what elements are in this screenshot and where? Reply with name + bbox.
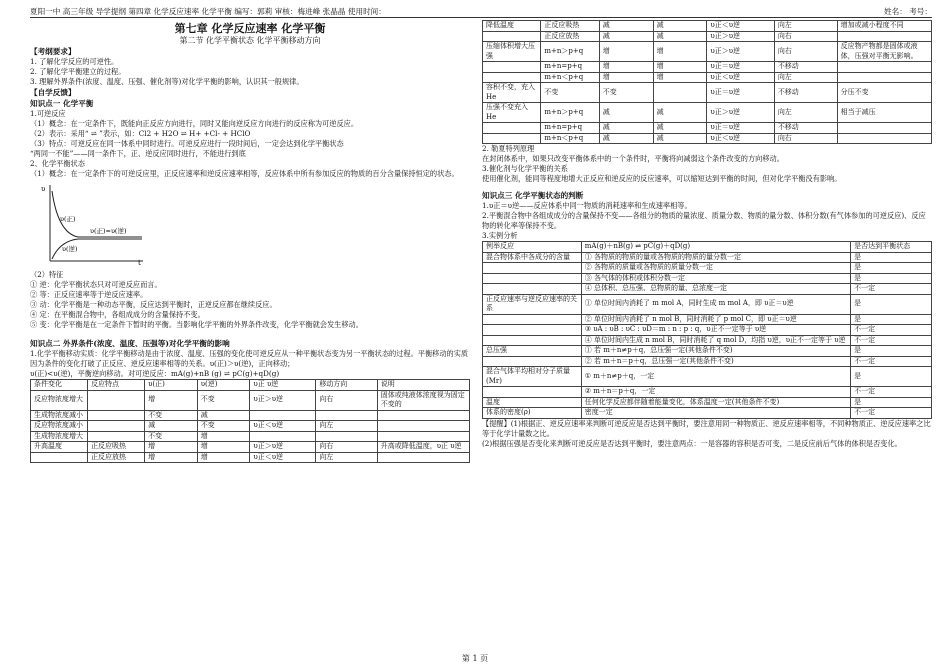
- text-line: 1.化学平衡移动实质：化学平衡移动是由于浓度、温度、压强的变化使可逆反应从一种平衡状态变为另一平衡状态的过程。平衡移动的实质因为条件的变化打破了正反应、逆反应速率相等的关系。υ(正)＞υ(逆)，正向移动；: [30, 349, 469, 368]
- feature-item: ⑤ 变：化学平衡是在一定条件下暂时的平衡。当影响化学平衡的外界条件改变，化学平衡就会发生移动。: [30, 320, 363, 329]
- table-cell: ① m＋n≠p＋q，一定: [581, 367, 850, 387]
- table-cell: [483, 325, 582, 336]
- table-cell: 向左: [774, 21, 837, 32]
- reminder-text: [482, 419, 932, 449]
- table-cell: ② 各物质的质量或各物质的质量分数一定: [581, 263, 850, 274]
- table-cell: [483, 72, 541, 83]
- text-line: 1.可逆反应: [30, 109, 66, 118]
- kaogang-item: 2. 了解化学平衡建立的过程。: [30, 67, 126, 76]
- table-cell: 混合物体系中各成分的含量: [483, 252, 582, 263]
- table-cell: 减: [599, 103, 653, 123]
- header-cell: 条件变化: [31, 380, 88, 391]
- table-cell: 生成物浓度减小: [31, 410, 88, 421]
- table-cell: 反应物浓度减小: [31, 421, 88, 432]
- text-line: （2）表示：采用“ ⇌ ”表示，如：Cl2 + H2O ⇌ H+ +Cl- + HClO: [30, 129, 251, 138]
- table-cell: υ正＜υ逆: [250, 452, 316, 463]
- table-cell: 减: [197, 410, 250, 421]
- table-cell: ④ 总体积、总压强、总物质的量、总浓度一定: [581, 284, 850, 295]
- table-cell: 增: [599, 62, 653, 73]
- table-cell: 向右: [774, 133, 837, 144]
- table-cell: 是: [851, 294, 932, 314]
- table-cell: m+n=p+q: [541, 62, 599, 73]
- table-cell: 不一定: [851, 387, 932, 398]
- table-cell: [377, 431, 469, 442]
- forward-rate-label: υ(正): [60, 215, 76, 223]
- table-cell: 是: [851, 346, 932, 357]
- feature-item: ② 等：正反应速率等于逆反应速率。: [30, 290, 148, 299]
- table-cell: 增: [145, 452, 198, 463]
- table-cell: 容积不变，充入He: [483, 83, 541, 103]
- reverse-rate-label: υ(逆): [62, 245, 78, 253]
- table-cell: 反应物浓度增大: [31, 390, 88, 410]
- table-row: [483, 408, 932, 419]
- header-left: 夏阳一中 高三年级 导学提纲 第四章 化学反应速率 化学平衡 编写：郭莉 审核：梅进峰 张晶晶 使用时间：: [30, 7, 386, 16]
- table-row: [31, 431, 470, 442]
- text-line: 2、化学平衡状态: [30, 159, 85, 168]
- table-cell: υ正＜υ逆: [250, 421, 316, 432]
- table-row: [31, 390, 470, 410]
- table-cell: [837, 123, 931, 134]
- header-cell: 移动方向: [316, 380, 377, 391]
- table-cell: 密度一定: [581, 408, 850, 419]
- table-cell: 减: [599, 31, 653, 42]
- table-cell: [483, 356, 582, 367]
- table-cell: 总压强: [483, 346, 582, 357]
- text-line: 2. 勒夏特列原理: [482, 144, 535, 153]
- table-cell: m+n＞p+q: [541, 42, 599, 62]
- table-cell: ① 单位时间内消耗了 m mol A，同时生成 m mol A，即 υ正＝υ逆: [581, 294, 850, 314]
- table-cell: 不一定: [851, 325, 932, 336]
- table-cell: υ正＝υ逆: [707, 83, 774, 103]
- table-cell: 是: [851, 273, 932, 284]
- text-line: （1）概念：在一定条件下，既能向正反应方向进行，同时又能向逆反应方向进行的反应称为可逆反应。: [30, 119, 359, 128]
- equilibrium-judgement-table: [482, 241, 932, 419]
- table-cell: υ正＝υ逆: [707, 62, 774, 73]
- knowledge-point-3-text: [482, 201, 932, 241]
- table-cell: 是: [851, 397, 932, 408]
- table-cell: 是: [851, 252, 932, 263]
- table-cell: 减: [653, 123, 707, 134]
- kaogang-item: 3. 理解外界条件(浓度、温度、压强、催化剂等)对化学平衡的影响，认识其一般规律。: [30, 77, 304, 86]
- table-row: [483, 42, 932, 62]
- table-cell: 增: [653, 62, 707, 73]
- table-row: [483, 367, 932, 387]
- table-cell: 反应物产物都是固体或液体，压强对平衡无影响。: [837, 42, 931, 62]
- table-cell: [250, 431, 316, 442]
- table-cell: [377, 410, 469, 421]
- table-cell: 增: [599, 72, 653, 83]
- table-cell: 增: [145, 442, 198, 453]
- table-cell: 向左: [774, 103, 837, 123]
- table-cell: 相当于减压: [837, 103, 931, 123]
- knowledge-point-3-heading: 知识点三 化学平衡状态的判断: [482, 191, 584, 200]
- table-row: [483, 273, 932, 284]
- table-cell: [483, 284, 582, 295]
- kaogang-list: [30, 57, 470, 87]
- kaogang-item: 1. 了解化学反应的可逆性。: [30, 57, 119, 66]
- table-cell: υ正＞υ逆: [250, 442, 316, 453]
- table-cell: 减: [145, 421, 198, 432]
- table-row: [483, 123, 932, 134]
- table-cell: 压强不变充入He: [483, 103, 541, 123]
- table-cell: 是: [851, 367, 932, 387]
- table-cell: [483, 62, 541, 73]
- table-cell: 减: [653, 103, 707, 123]
- text-line: （3）特点：可逆反应在同一体系中同时进行。可逆反应进行一段时间后，一定会达到化学平衡状态: [30, 139, 344, 148]
- table-row: [483, 397, 932, 408]
- table-cell: [88, 410, 145, 421]
- table-cell: 向右: [316, 442, 377, 453]
- header-cell: υ(正): [145, 380, 198, 391]
- table-cell: 正反应放热: [541, 31, 599, 42]
- text-line: υ(正)<υ(逆)，平衡逆向移动。对可逆反应：mA(g)+nB (g) ⇌ pC(g)+qD(g): [30, 369, 280, 378]
- table-cell: 不一定: [851, 335, 932, 346]
- table-cell: [88, 390, 145, 410]
- header-cell: 例举反应: [483, 242, 582, 253]
- table-cell: 生成物浓度增大: [31, 431, 88, 442]
- table-row: [483, 103, 932, 123]
- table-cell: 增加或减小程度不同: [837, 21, 931, 32]
- text-line: 在封闭体系中，如果只改变平衡体系中的一个条件时，平衡将向减弱这个条件改变的方向移动。: [482, 154, 784, 163]
- table-cell: [31, 452, 88, 463]
- table-row: [483, 314, 932, 325]
- table-cell: 不变: [145, 410, 198, 421]
- table-cell: υ正＜υ逆: [707, 133, 774, 144]
- section-title: 第二节 化学平衡状态 化学平衡移动方向: [179, 36, 321, 45]
- table-cell: m+n＞p+q: [541, 103, 599, 123]
- table-cell: 向左: [316, 421, 377, 432]
- table-cell: 固体或纯液体浓度视为固定不变的: [377, 390, 469, 410]
- table-cell: 向左: [316, 452, 377, 463]
- page-header: [30, 6, 932, 18]
- table-cell: 升高温度: [31, 442, 88, 453]
- table-cell: 不变: [145, 431, 198, 442]
- reminder-line: 【提醒】(1)根据正、逆反应速率来判断可逆反应是否达到平衡时，要注意用同一种物质正、逆反应速率相等，不同种物质正、逆反应速率之比等于化学计量数之比。: [482, 418, 931, 438]
- table-row: [483, 62, 932, 73]
- table-cell: 向右: [774, 42, 837, 62]
- zixue-heading: 【自学反馈】: [30, 88, 76, 97]
- table-row: [483, 284, 932, 295]
- table-header-row: [483, 242, 932, 253]
- text-line: 2.平衡混合物中各组成成分的含量保持不变——各组分的物质的量浓度、质量分数、物质的量分数、体积分数(有气体参加的可逆反应)、反应物的转化率等保持不变。: [482, 211, 926, 230]
- table-cell: υ正＞υ逆: [707, 31, 774, 42]
- table-cell: [377, 452, 469, 463]
- table-row: [483, 294, 932, 314]
- table-cell: 不移动: [774, 62, 837, 73]
- table-cell: [483, 133, 541, 144]
- features-list: [30, 270, 470, 330]
- table-cell: ② 若 m＋n＝p＋q，总压强一定(其他条件不变): [581, 356, 850, 367]
- table-cell: ③ 各气体的体积或体积分数一定: [581, 273, 850, 284]
- table-cell: [316, 431, 377, 442]
- table-cell: 不移动: [774, 83, 837, 103]
- right-column: [482, 20, 932, 449]
- graph-x-label: t: [138, 259, 141, 266]
- table-cell: m+n＜p+q: [541, 72, 599, 83]
- table-cell: 正反应吸热: [88, 442, 145, 453]
- header-cell: 反应特点: [88, 380, 145, 391]
- text-line: 3.催化剂与化学平衡的关系: [482, 164, 568, 173]
- table-cell: 减: [599, 123, 653, 134]
- table-cell: 正反应放热: [88, 452, 145, 463]
- text-line: （1）概念：在一定条件下的可逆反应里，正反应速率和逆反应速率相等，反应体系中所有参加反应的物质的百分含量保持恒定的状态。: [30, 169, 459, 178]
- conditions-table-continued: [482, 20, 932, 144]
- text-line: “两同一不能”——同一条件下，正、逆反应同时进行，不能进行到底: [30, 149, 246, 158]
- table-cell: 分压不变: [837, 83, 931, 103]
- table-cell: υ正＜υ逆: [707, 21, 774, 32]
- page-number: 第 1 页: [461, 654, 489, 663]
- table-row: [483, 83, 932, 103]
- chapter-title: 第七章 化学反应速率 化学平衡: [174, 22, 326, 35]
- table-row: [31, 452, 470, 463]
- table-cell: υ正＞υ逆: [250, 390, 316, 410]
- table-cell: [88, 431, 145, 442]
- table-cell: 体系的密度(ρ): [483, 408, 582, 419]
- table-cell: [837, 133, 931, 144]
- table-cell: υ正＜υ逆: [707, 72, 774, 83]
- header-right: 姓名： 考号：: [884, 7, 932, 16]
- table-cell: 升高或降低温度，υ正 υ逆: [377, 442, 469, 453]
- table-row: [31, 442, 470, 453]
- table-cell: 增: [653, 72, 707, 83]
- table-cell: [250, 410, 316, 421]
- table-cell: [653, 83, 707, 103]
- table-row: [483, 31, 932, 42]
- le-chatelier-text: [482, 144, 932, 184]
- table-cell: 增: [197, 452, 250, 463]
- table-row: [483, 252, 932, 263]
- table-cell: [837, 62, 931, 73]
- text-line: 3.实例分析: [482, 231, 518, 240]
- table-cell: m+n＜p+q: [541, 133, 599, 144]
- table-cell: 不一定: [851, 284, 932, 295]
- kaogang-heading: 【考纲要求】: [30, 47, 76, 56]
- knowledge-point-1-text: [30, 109, 470, 179]
- table-cell: 任何化学反应都伴随着能量变化，体系温度一定(其他条件不变): [581, 397, 850, 408]
- table-cell: [88, 421, 145, 432]
- table-cell: 减: [599, 133, 653, 144]
- header-cell: υ正 υ逆: [250, 380, 316, 391]
- table-cell: υ正＞υ逆: [707, 42, 774, 62]
- feature-item: ④ 定：在平衡混合物中，各组成成分的含量保持不变。: [30, 310, 205, 319]
- table-cell: [837, 72, 931, 83]
- table-row: [483, 263, 932, 274]
- knowledge-point-2-text: [30, 349, 470, 379]
- table-row: [31, 421, 470, 432]
- table-cell: 是: [851, 263, 932, 274]
- table-cell: [483, 31, 541, 42]
- table-cell: 向右: [316, 390, 377, 410]
- table-cell: 不变: [197, 421, 250, 432]
- table-cell: 不一定: [851, 408, 932, 419]
- table-cell: 向左: [774, 72, 837, 83]
- table-cell: [483, 314, 582, 325]
- table-cell: [837, 31, 931, 42]
- table-cell: [483, 273, 582, 284]
- table-cell: 增: [145, 390, 198, 410]
- table-cell: 向右: [774, 31, 837, 42]
- table-cell: 不变: [541, 83, 599, 103]
- table-cell: [377, 421, 469, 432]
- table-cell: m+n=p+q: [541, 123, 599, 134]
- table-cell: 减: [599, 21, 653, 32]
- table-row: [483, 387, 932, 398]
- header-cell: mA(g)＋nB(g) ⇌ pC(g)＋qD(g): [581, 242, 850, 253]
- table-cell: [483, 335, 582, 346]
- table-cell: [483, 123, 541, 134]
- rate-time-graph: [38, 181, 148, 266]
- feature-item: ③ 动：化学平衡是一种动态平衡，反应达到平衡时，正逆反应都在继续反应。: [30, 300, 277, 309]
- table-row: [483, 133, 932, 144]
- table-cell: 减: [653, 21, 707, 32]
- graph-y-label: υ: [41, 185, 46, 193]
- table-row: [483, 325, 932, 336]
- conditions-table: [30, 379, 470, 463]
- table-cell: 减: [653, 31, 707, 42]
- header-cell: 说明: [377, 380, 469, 391]
- knowledge-point-2-heading: 知识点二 外界条件(浓度、温度、压强等)对化学平衡的影响: [30, 339, 230, 348]
- table-cell: 增: [197, 442, 250, 453]
- table-cell: ④ 单位时间内生成 n mol B，同时消耗了 q mol D，均指 υ逆，υ正不一定等于 υ逆: [581, 335, 850, 346]
- table-cell: 是: [851, 314, 932, 325]
- equal-rate-label: υ(正)=υ(逆): [90, 227, 127, 235]
- text-line: 1.υ正＝υ逆——反应体系中同一物质的消耗速率和生成速率相等。: [482, 201, 692, 210]
- table-cell: ① 各物质的物质的量或各物质的物质的量分数一定: [581, 252, 850, 263]
- table-cell: 不移动: [774, 123, 837, 134]
- table-cell: 温度: [483, 397, 582, 408]
- table-cell: 不一定: [851, 356, 932, 367]
- table-cell: ③ υA : υB : υC : υD＝m : n : p : q，υ正不一定等于 υ逆: [581, 325, 850, 336]
- table-cell: 正反应速率与逆反应速率的关系: [483, 294, 582, 314]
- table-row: [31, 410, 470, 421]
- left-column: [30, 20, 470, 463]
- table-cell: 减: [653, 133, 707, 144]
- feature-item: ① 逆：化学平衡状态只对可逆反应而言。: [30, 280, 162, 289]
- table-cell: 混合气体平均相对分子质量(Mr): [483, 367, 582, 387]
- table-cell: ① 若 m＋n≠p＋q，总压强一定(其他条件不变): [581, 346, 850, 357]
- header-cell: υ(逆): [197, 380, 250, 391]
- table-cell: υ正＝υ逆: [707, 123, 774, 134]
- table-row: [483, 72, 932, 83]
- table-cell: 增: [653, 42, 707, 62]
- table-cell: 不变: [599, 83, 653, 103]
- table-cell: ② 单位时间内消耗了 n mol B，同时消耗了 p mol C，即 υ正＝υ逆: [581, 314, 850, 325]
- header-cell: 是否达到平衡状态: [851, 242, 932, 253]
- table-cell: [483, 387, 582, 398]
- table-cell: ② m＋n＝p＋q，一定: [581, 387, 850, 398]
- table-cell: υ正＞υ逆: [707, 103, 774, 123]
- text-line: 使用催化剂，能同等程度地增大正反应和逆反应的反应速率，可以缩短达到平衡的时间，但对化学平衡没有影响。: [482, 174, 842, 183]
- table-row: [483, 356, 932, 367]
- table-cell: 增: [599, 42, 653, 62]
- table-row: [483, 346, 932, 357]
- table-cell: 不变: [197, 390, 250, 410]
- table-cell: 正反应吸热: [541, 21, 599, 32]
- table-cell: [316, 410, 377, 421]
- table-cell: 增: [197, 431, 250, 442]
- table-row: [483, 335, 932, 346]
- table-row: [483, 21, 932, 32]
- table-cell: 压缩体积增大压强: [483, 42, 541, 62]
- table-header-row: [31, 380, 470, 391]
- table-cell: 降低温度: [483, 21, 541, 32]
- table-cell: [483, 263, 582, 274]
- feature-item: （2）特征: [30, 270, 64, 279]
- knowledge-point-1-heading: 知识点一 化学平衡: [30, 99, 94, 108]
- reminder-line: (2)根据压强是否变化来判断可逆反应是否达到平衡时，要注意两点：一是容器的容积是否可变，二是反应前后气体的体积是否变化。: [482, 438, 902, 448]
